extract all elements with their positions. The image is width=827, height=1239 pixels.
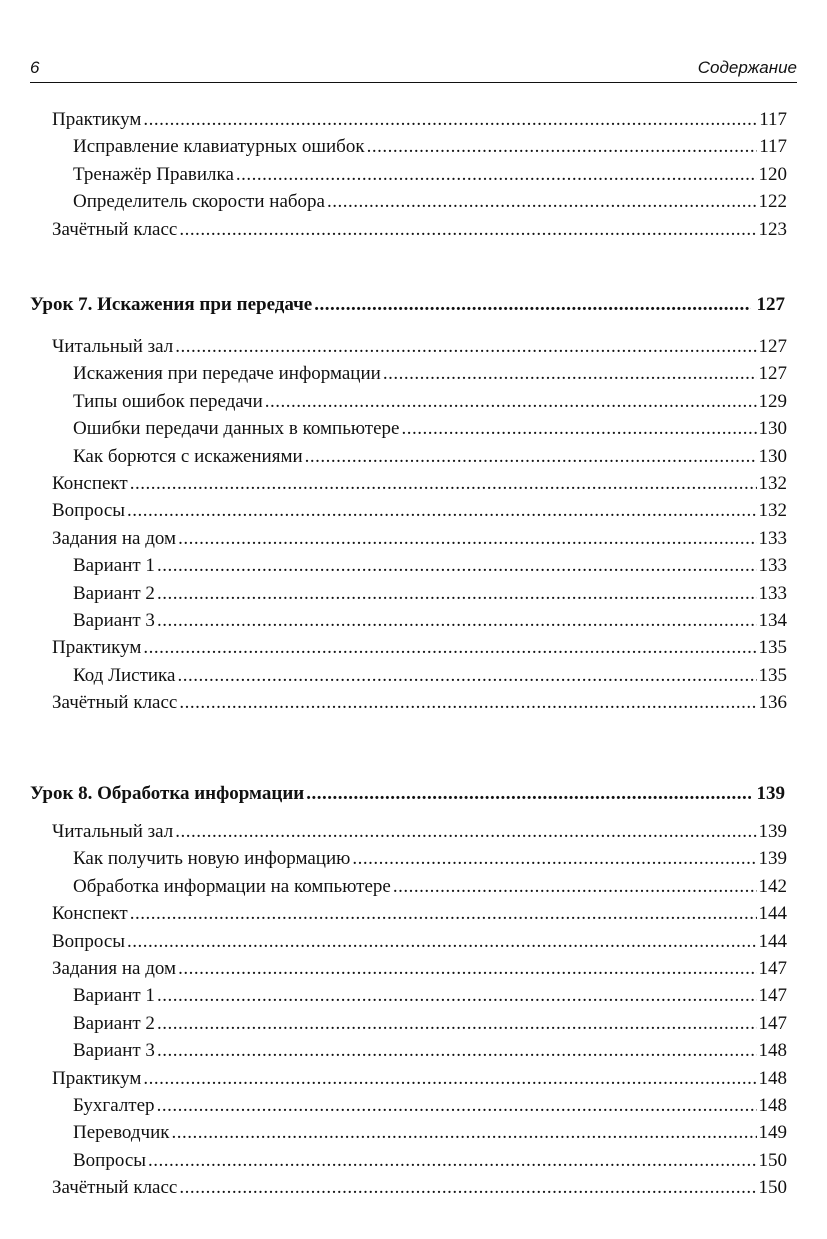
toc-entry-title: Как получить новую информацию	[73, 848, 351, 869]
dot-leader	[265, 388, 757, 415]
dot-leader	[157, 607, 757, 634]
toc-entry[interactable]	[73, 552, 787, 579]
toc-entry[interactable]	[73, 1147, 787, 1174]
toc-entry-page: 136	[758, 692, 787, 713]
toc-entry-page: 132	[758, 473, 787, 494]
toc-entry-page: 149	[758, 1122, 787, 1143]
toc-entry-title: Вариант 1	[73, 985, 155, 1006]
toc-entry-page: 148	[758, 1068, 787, 1089]
dot-leader	[157, 552, 757, 579]
toc-entry[interactable]	[52, 955, 787, 982]
dot-leader	[178, 525, 756, 552]
toc-entry-title: Бухгалтер	[73, 1095, 155, 1116]
toc-entry[interactable]	[73, 388, 787, 415]
toc-entry-page: 147	[758, 1013, 787, 1034]
toc-entry[interactable]	[52, 689, 787, 716]
toc-entry[interactable]	[73, 873, 787, 900]
dot-leader	[179, 1174, 756, 1201]
toc-entry[interactable]	[73, 188, 787, 215]
dot-leader	[143, 106, 757, 133]
dot-leader	[127, 497, 756, 524]
toc-entry-title: Конспект	[52, 903, 128, 924]
dot-leader	[236, 161, 757, 188]
toc-entry-title: Вариант 2	[73, 1013, 155, 1034]
toc-entry-page: 133	[758, 528, 787, 549]
toc-entry[interactable]	[73, 1037, 787, 1064]
toc-entry-page: 147	[758, 985, 787, 1006]
toc-entry[interactable]	[52, 470, 787, 497]
toc-entry-title: Исправление клавиатурных ошибок	[73, 136, 365, 157]
toc-entry[interactable]	[73, 982, 787, 1009]
page-number: 6	[30, 58, 40, 77]
toc-entry-page: 147	[758, 958, 787, 979]
toc-entry[interactable]	[52, 634, 787, 661]
toc-entry-title: Урок 8. Обработка информации	[30, 783, 305, 804]
dot-leader	[393, 873, 757, 900]
dot-leader	[305, 443, 757, 470]
toc-entry-title: Практикум	[52, 637, 142, 658]
dot-leader	[130, 470, 757, 497]
toc-entry-title: Вариант 3	[73, 610, 155, 631]
toc-entry-page: 117	[759, 109, 787, 130]
toc-entry-page: 127	[756, 294, 785, 315]
toc-entry-page: 142	[758, 876, 787, 897]
toc-entry-page: 133	[758, 583, 787, 604]
toc-entry-page: 139	[758, 821, 787, 842]
toc-entry-page: 130	[758, 418, 787, 439]
toc-entry-title: Задания на дом	[52, 958, 177, 979]
toc-entry-page: 148	[758, 1095, 787, 1116]
toc-entry-page: 132	[758, 500, 787, 521]
toc-entry-title: Читальный зал	[52, 336, 174, 357]
dot-leader	[127, 928, 756, 955]
dot-leader	[179, 689, 756, 716]
toc-entry-page: 117	[759, 136, 787, 157]
dot-leader	[178, 955, 756, 982]
dot-leader	[306, 780, 750, 807]
toc-entry-page: 150	[758, 1177, 787, 1198]
toc-entry[interactable]	[73, 1119, 787, 1146]
toc-entry-title: Код Листика	[73, 665, 176, 686]
running-header	[30, 58, 797, 84]
toc-entry[interactable]	[52, 900, 787, 927]
toc-entry-page: 135	[758, 637, 787, 658]
toc-entry-page: 150	[758, 1150, 787, 1171]
toc-entry-title: Обработка информации на компьютере	[73, 876, 391, 897]
toc-entry-page: 135	[758, 665, 787, 686]
toc-entry-title: Вариант 2	[73, 583, 155, 604]
header-rule	[30, 82, 797, 83]
dot-leader	[148, 1147, 756, 1174]
toc-entry[interactable]	[73, 443, 787, 470]
toc-entry[interactable]	[73, 133, 787, 160]
toc-entry-page: 148	[758, 1040, 787, 1061]
toc-entry[interactable]	[73, 1092, 787, 1119]
toc-entry[interactable]	[52, 106, 787, 133]
toc-entry[interactable]	[52, 333, 787, 360]
toc-entry[interactable]	[52, 928, 787, 955]
toc-entry[interactable]	[73, 580, 787, 607]
toc-entry-title: Задания на дом	[52, 528, 177, 549]
toc-entry-page: 139	[758, 848, 787, 869]
toc-entry-title: Практикум	[52, 1068, 142, 1089]
toc-entry-title: Вопросы	[52, 931, 126, 952]
toc-entry[interactable]	[73, 662, 787, 689]
dot-leader	[172, 1119, 757, 1146]
dot-leader	[157, 982, 757, 1009]
toc-entry[interactable]	[52, 1174, 787, 1201]
dot-leader	[401, 415, 756, 442]
toc-entry-page: 134	[758, 610, 787, 631]
toc-entry-title: Тренажёр Правилка	[73, 164, 234, 185]
toc-entry-page: 144	[758, 931, 787, 952]
dot-leader	[177, 662, 756, 689]
dot-leader	[367, 133, 758, 160]
toc-entry-page: 120	[758, 164, 787, 185]
chapter-heading[interactable]	[30, 780, 785, 807]
dot-leader	[175, 333, 756, 360]
toc-entry-title: Зачётный класс	[52, 692, 178, 713]
toc-entry-page: 130	[758, 446, 787, 467]
dot-leader	[157, 1037, 757, 1064]
toc-entry-title: Вариант 3	[73, 1040, 155, 1061]
toc-entry-title: Определитель скорости набора	[73, 191, 325, 212]
toc-entry-page: 133	[758, 555, 787, 576]
toc-entry[interactable]	[73, 845, 787, 872]
toc-entry-title: Переводчик	[73, 1122, 170, 1143]
toc-entry-title: Зачётный класс	[52, 1177, 178, 1198]
toc-entry[interactable]	[73, 607, 787, 634]
running-title: Содержание	[697, 58, 797, 77]
toc-entry-title: Конспект	[52, 473, 128, 494]
toc-entry-page: 129	[758, 391, 787, 412]
toc-entry[interactable]	[73, 360, 787, 387]
toc-entry[interactable]	[73, 1010, 787, 1037]
toc-entry[interactable]	[52, 497, 787, 524]
toc-entry-title: Зачётный класс	[52, 219, 178, 240]
toc-entry-page: 122	[758, 191, 787, 212]
toc-entry-title: Искажения при передаче информации	[73, 363, 381, 384]
toc-entry-title: Вопросы	[73, 1150, 147, 1171]
dot-leader	[327, 188, 757, 215]
toc-entry-page: 144	[758, 903, 787, 924]
toc-entry-title: Как борются с искажениями	[73, 446, 303, 467]
toc-entry-title: Читальный зал	[52, 821, 174, 842]
dot-leader	[179, 216, 756, 243]
toc-entry-page: 123	[758, 219, 787, 240]
toc-entry[interactable]	[52, 818, 787, 845]
dot-leader	[352, 845, 756, 872]
toc-entry-page: 127	[758, 336, 787, 357]
dot-leader	[157, 580, 757, 607]
toc-entry[interactable]	[52, 525, 787, 552]
dot-leader	[130, 900, 757, 927]
toc-entry[interactable]	[73, 415, 787, 442]
chapter-heading[interactable]	[30, 291, 785, 318]
dot-leader	[314, 291, 750, 318]
toc-entry-title: Практикум	[52, 109, 142, 130]
dot-leader	[157, 1010, 757, 1037]
toc-entry-title: Вариант 1	[73, 555, 155, 576]
dot-leader	[383, 360, 757, 387]
dot-leader	[175, 818, 756, 845]
dot-leader	[157, 1092, 757, 1119]
toc-entry-page: 139	[756, 783, 785, 804]
toc-entry[interactable]	[52, 216, 787, 243]
toc-entry-page: 127	[758, 363, 787, 384]
toc-entry-title: Вопросы	[52, 500, 126, 521]
dot-leader	[143, 1065, 756, 1092]
toc-entry[interactable]	[73, 161, 787, 188]
dot-leader	[143, 634, 756, 661]
toc-entry-title: Ошибки передачи данных в компьютере	[73, 418, 400, 439]
toc-entry-title: Урок 7. Искажения при передаче	[30, 294, 313, 315]
toc-entry-title: Типы ошибок передачи	[73, 391, 263, 412]
toc-entry[interactable]	[52, 1065, 787, 1092]
